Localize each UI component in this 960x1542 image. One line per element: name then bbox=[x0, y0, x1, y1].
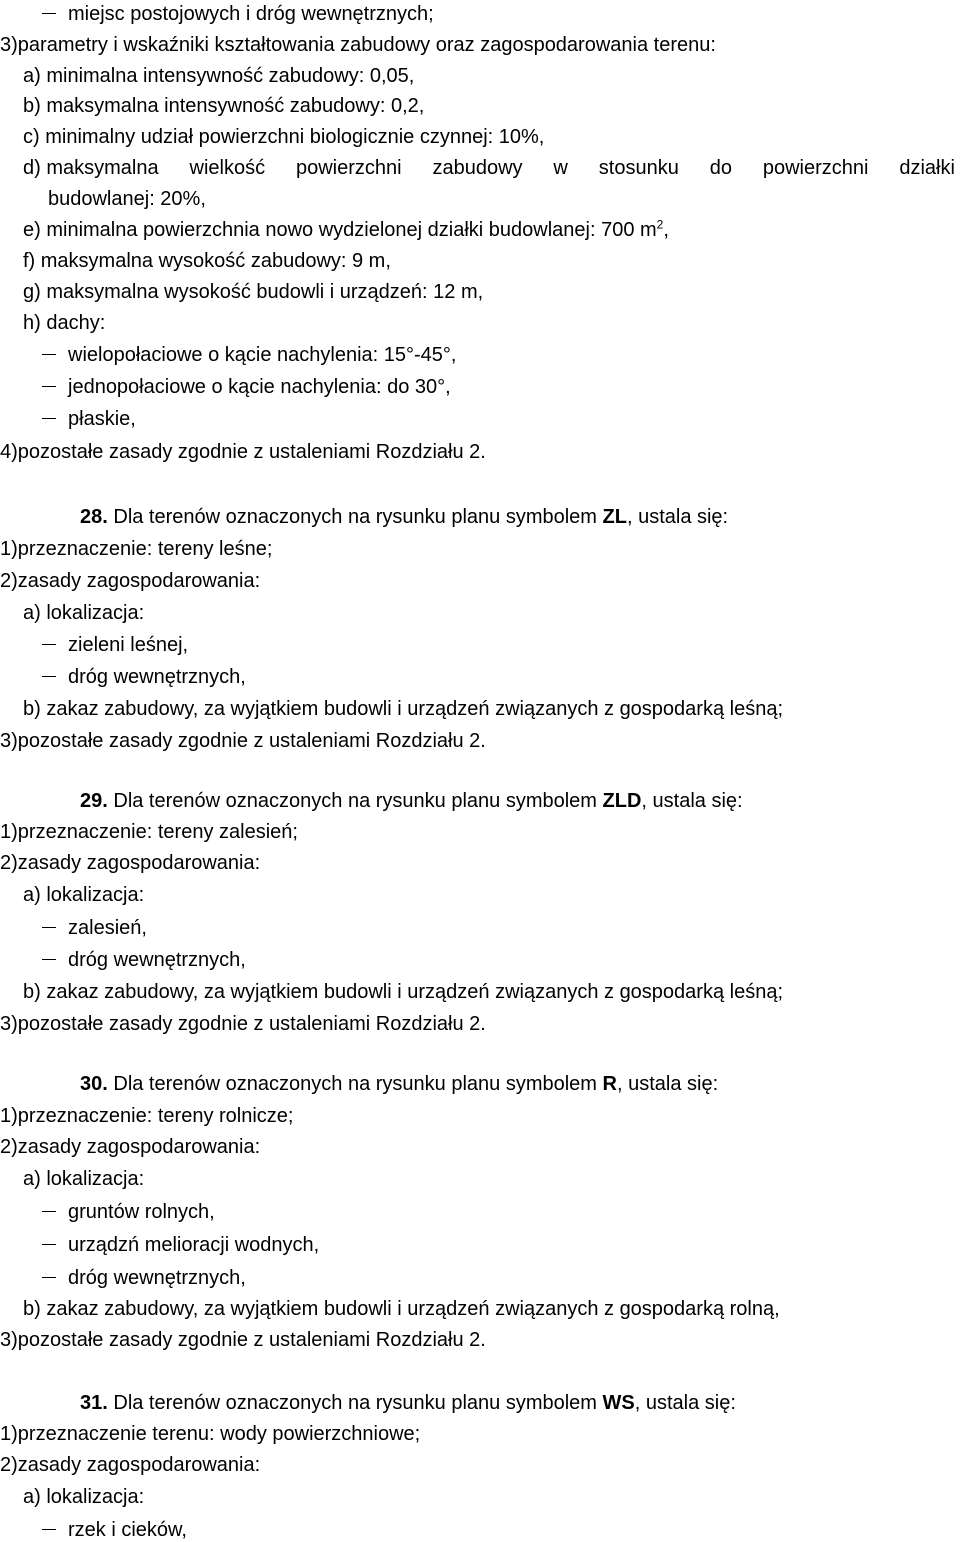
dash-marker bbox=[42, 676, 56, 677]
section-heading bbox=[80, 1072, 718, 1096]
list-item: a) minimalna intensywność zabudowy: 0,05, bbox=[23, 65, 415, 87]
item-text: rzek i cieków, bbox=[68, 1519, 187, 1541]
superscript: 2 bbox=[656, 217, 664, 232]
section-heading bbox=[80, 505, 728, 529]
word: działki bbox=[899, 157, 955, 179]
item-text: jednopołaciowe o kącie nachylenia: do 30°, bbox=[68, 376, 451, 398]
list-item bbox=[42, 375, 451, 399]
zone-symbol: WS bbox=[602, 1392, 635, 1414]
list-item bbox=[42, 1200, 215, 1224]
list-item: 4)pozostałe zasady zgodnie z ustaleniami Rozdziału 2. bbox=[0, 441, 486, 463]
item-text: płaskie, bbox=[68, 408, 136, 430]
item-text: e) minimalna powierzchnia nowo wydzielonej działki budowlanej: 700 m bbox=[23, 219, 657, 241]
list-item bbox=[42, 2, 434, 26]
section-number: 29. bbox=[80, 790, 108, 812]
item-text: gruntów rolnych, bbox=[68, 1201, 215, 1223]
list-item: budowlanej: 20%, bbox=[48, 188, 206, 210]
list-item bbox=[42, 665, 246, 689]
dash-marker bbox=[42, 354, 56, 355]
word: powierzchni bbox=[762, 157, 869, 179]
dash-marker bbox=[42, 1211, 56, 1212]
section-number: 28. bbox=[80, 506, 108, 528]
list-item bbox=[42, 1233, 319, 1257]
section-heading bbox=[80, 1391, 736, 1415]
list-item bbox=[42, 343, 456, 367]
item-text: dróg wewnętrznych, bbox=[68, 666, 246, 688]
dash-marker bbox=[42, 386, 56, 387]
dash-marker bbox=[42, 959, 56, 960]
zone-symbol: ZL bbox=[602, 506, 627, 528]
list-item: f) maksymalna wysokość zabudowy: 9 m, bbox=[23, 250, 391, 272]
word: stosunku bbox=[598, 157, 679, 179]
dash-marker bbox=[42, 1277, 56, 1278]
list-item: a) lokalizacja: bbox=[23, 602, 145, 624]
list-item: a) lokalizacja: bbox=[23, 884, 145, 906]
list-item: 1)przeznaczenie: tereny zalesień; bbox=[0, 821, 298, 843]
item-text: urządzń melioracji wodnych, bbox=[68, 1234, 320, 1256]
list-item: 1)przeznaczenie: tereny rolnicze; bbox=[0, 1105, 294, 1127]
list-item: g) maksymalna wysokość budowli i urządzeń: 12 m, bbox=[23, 281, 484, 303]
word: powierzchni bbox=[295, 157, 402, 179]
list-item: 2)zasady zagospodarowania: bbox=[0, 570, 261, 592]
list-item: a) lokalizacja: bbox=[23, 1486, 145, 1508]
list-item: 2)zasady zagospodarowania: bbox=[0, 852, 261, 874]
dash-marker bbox=[42, 418, 56, 419]
list-item: 3)pozostałe zasady zgodnie z ustaleniami Rozdziału 2. bbox=[0, 1013, 486, 1035]
item-text: zalesień, bbox=[68, 917, 147, 939]
dash-marker bbox=[42, 1529, 56, 1530]
section-text: Dla terenów oznaczonych na rysunku planu symbolem bbox=[107, 1073, 603, 1095]
list-item: h) dachy: bbox=[23, 312, 106, 334]
list-item bbox=[42, 948, 246, 972]
section-number: 31. bbox=[80, 1392, 108, 1414]
list-item bbox=[42, 407, 136, 431]
word: zabudowy bbox=[432, 157, 523, 179]
dash-marker bbox=[42, 927, 56, 928]
dash-marker bbox=[42, 13, 56, 14]
section-text: Dla terenów oznaczonych na rysunku planu symbolem bbox=[107, 790, 603, 812]
word: w bbox=[553, 157, 568, 179]
list-item: b) maksymalna intensywność zabudowy: 0,2, bbox=[23, 95, 425, 117]
list-item bbox=[42, 1266, 246, 1290]
list-item: 1)przeznaczenie terenu: wody powierzchniowe; bbox=[0, 1423, 421, 1445]
item-text: zieleni leśnej, bbox=[68, 634, 189, 656]
section-heading bbox=[80, 789, 743, 813]
section-text: , ustala się: bbox=[641, 790, 743, 812]
section-text: Dla terenów oznaczonych na rysunku planu symbolem bbox=[107, 1392, 603, 1414]
list-item: 1)przeznaczenie: tereny leśne; bbox=[0, 538, 273, 560]
zone-symbol: R bbox=[602, 1073, 617, 1095]
list-item: b) zakaz zabudowy, za wyjątkiem budowli i urządzeń związanych z gospodarką rolną, bbox=[23, 1298, 780, 1320]
item-text: dróg wewnętrznych, bbox=[68, 949, 246, 971]
zone-symbol: ZLD bbox=[602, 790, 642, 812]
section-text: Dla terenów oznaczonych na rysunku planu symbolem bbox=[107, 506, 603, 528]
section-text: , ustala się: bbox=[616, 1073, 719, 1095]
list-item: c) minimalny udział powierzchni biologicznie czynnej: 10%, bbox=[23, 126, 545, 148]
dash-marker bbox=[42, 644, 56, 645]
list-item bbox=[42, 1518, 187, 1542]
list-item-justified bbox=[23, 156, 955, 180]
list-item: 2)zasady zagospodarowania: bbox=[0, 1454, 261, 1476]
dash-marker bbox=[42, 1244, 56, 1245]
list-item: b) zakaz zabudowy, za wyjątkiem budowli i urządzeń związanych z gospodarką leśną; bbox=[23, 981, 784, 1003]
item-text: miejsc postojowych i dróg wewnętrznych; bbox=[68, 3, 434, 25]
item-text: dróg wewnętrznych, bbox=[68, 1267, 246, 1289]
list-item bbox=[42, 916, 147, 940]
item-text: , bbox=[663, 219, 669, 241]
section-text: , ustala się: bbox=[626, 506, 729, 528]
word: do bbox=[709, 157, 732, 179]
list-item: a) lokalizacja: bbox=[23, 1168, 145, 1190]
list-item bbox=[42, 633, 188, 657]
list-item: b) zakaz zabudowy, za wyjątkiem budowli i urządzeń związanych z gospodarką leśną; bbox=[23, 698, 784, 720]
list-item: 3)pozostałe zasady zgodnie z ustaleniami Rozdziału 2. bbox=[0, 1329, 486, 1351]
list-item: 2)zasady zagospodarowania: bbox=[0, 1136, 261, 1158]
word: d) maksymalna bbox=[23, 157, 159, 179]
section-text: , ustala się: bbox=[634, 1392, 736, 1414]
word: wielkość bbox=[189, 157, 266, 179]
list-item bbox=[23, 218, 669, 242]
item-text: wielopołaciowe o kącie nachylenia: 15°-45°, bbox=[68, 344, 457, 366]
list-item: 3)pozostałe zasady zgodnie z ustaleniami Rozdziału 2. bbox=[0, 730, 486, 752]
section-number: 30. bbox=[80, 1073, 108, 1095]
list-item: 3)parametry i wskaźniki kształtowania zabudowy oraz zagospodarowania terenu: bbox=[0, 34, 716, 56]
